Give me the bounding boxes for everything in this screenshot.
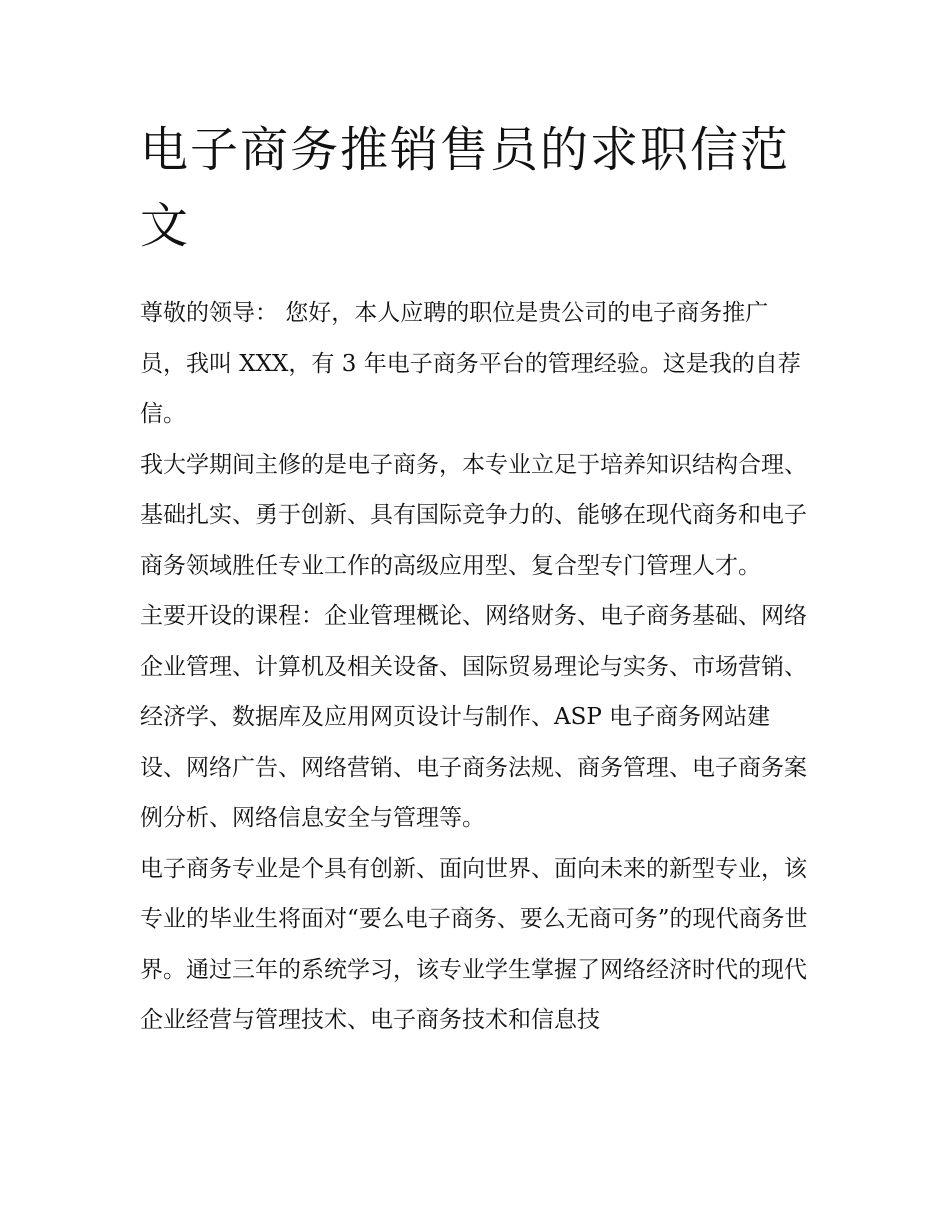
- paragraph-courses: 主要开设的课程：企业管理概论、网络财务、电子商务基础、网络企业管理、计算机及相关设备、国际贸易理论与实务、市场营销、经济学、数据库及应用网页设计与制作、ASP 电子商务网站建设、网络广告、网络营销、电子商务法规、商务管理、电子商务案例分析、网络信息安全与管理等。: [140, 603, 807, 831]
- paragraph-education: 我大学期间主修的是电子商务，本专业立足于培养知识结构合理、基础扎实、勇于创新、具有国际竞争力的、能够在现代商务和电子商务领域胜任专业工作的高级应用型、复合型专门管理人才。: [140, 451, 807, 579]
- document-body: [140, 112, 812, 1046]
- paragraph-major-description: 电子商务专业是个具有创新、面向世界、面向未来的新型专业，该专业的毕业生将面对“要么电子商务、要么无商可务”的现代商务世界。通过三年的系统学习，该专业学生掌握了网络经济时代的现代企业经营与管理技术、电子商务技术和信息技: [140, 855, 808, 1033]
- paragraph-greeting: 尊敬的领导： 您好，本人应聘的职位是贵公司的电子商务推广员，我叫 XXX，有 3 年电子商务平台的管理经验。这是我的自荐信。: [140, 300, 801, 427]
- document-title: 电子商务推销售员的求职信范文: [140, 122, 791, 254]
